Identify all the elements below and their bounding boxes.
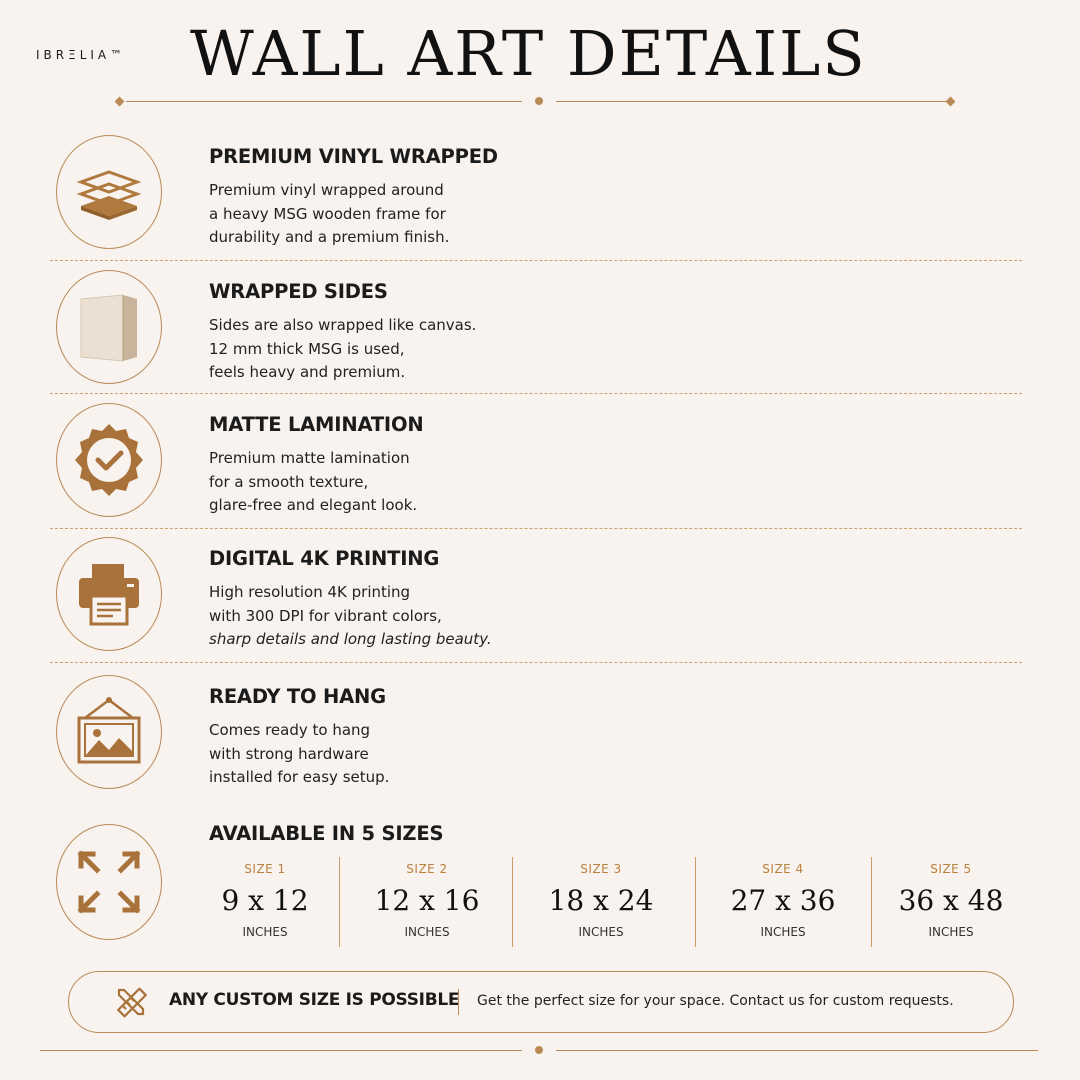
size-label: SIZE 1 (244, 862, 286, 876)
feature-description (209, 447, 417, 518)
custom-size-description: Get the perfect size for your space. Contact us for custom requests. (477, 993, 954, 1009)
size-divider (871, 857, 872, 947)
feature-description (209, 179, 449, 250)
feature-line: Premium vinyl wrapped around (209, 181, 444, 199)
ornament-rule (126, 101, 522, 102)
feature-line: installed for easy setup. (209, 768, 390, 786)
feature-title: MATTE LAMINATION (209, 413, 424, 436)
feature-line: 12 mm thick MSG is used, (209, 339, 405, 358)
banner-divider (458, 989, 459, 1015)
section-divider (50, 528, 1022, 529)
size-option (716, 862, 850, 939)
section-divider (50, 662, 1022, 663)
feature-4k-printing (0, 537, 1080, 671)
size-option (361, 862, 493, 939)
size-label: SIZE 4 (762, 862, 804, 876)
feature-ready-to-hang (0, 675, 1080, 809)
badge-check-icon (56, 403, 162, 517)
feature-line: High resolution 4K printing (209, 583, 411, 601)
custom-size-banner (68, 971, 1014, 1033)
feature-description (209, 719, 389, 790)
feature-line: with 300 DPI for vibrant colors, (209, 606, 442, 625)
feature-title: WRAPPED SIDES (209, 280, 388, 303)
size-divider (695, 857, 696, 947)
ornament-rule (556, 101, 948, 102)
feature-line: Comes ready to hang (209, 721, 371, 739)
feature-line: durability and a premium finish. (209, 228, 450, 246)
feature-line: Premium matte lamination (209, 449, 410, 467)
ornament-rule (556, 1050, 1038, 1051)
size-value: 18 x 24 (548, 884, 654, 917)
ornament-diamond (946, 97, 956, 107)
feature-title: DIGITAL 4K PRINTING (209, 547, 440, 570)
feature-line: for a smooth texture, (209, 472, 369, 491)
size-unit: INCHES (404, 925, 450, 939)
size-value: 12 x 16 (374, 884, 480, 917)
feature-description (209, 314, 476, 385)
feature-line: a heavy MSG wooden frame for (209, 204, 446, 223)
size-label: SIZE 3 (580, 862, 622, 876)
section-divider (50, 260, 1022, 261)
size-unit: INCHES (760, 925, 806, 939)
feature-matte-lamination (0, 403, 1080, 537)
feature-wrapped-sides (0, 270, 1080, 404)
size-value: 36 x 48 (898, 884, 1004, 917)
hanging-picture-icon (56, 675, 162, 789)
size-option (534, 862, 668, 939)
ornament-dot (535, 97, 543, 105)
feature-title: PREMIUM VINYL WRAPPED (209, 145, 498, 168)
size-divider (512, 857, 513, 947)
feature-description (209, 581, 492, 652)
ornament-dot (535, 1046, 543, 1054)
ruler-pencil-icon (113, 984, 149, 1020)
size-divider (339, 857, 340, 947)
size-unit: INCHES (242, 925, 288, 939)
feature-line: with strong hardware (209, 744, 369, 763)
custom-size-title: ANY CUSTOM SIZE IS POSSIBLE (169, 990, 460, 1010)
canvas-frame-icon (56, 270, 162, 384)
feature-line: feels heavy and premium. (209, 363, 406, 381)
ornament-diamond (115, 97, 125, 107)
size-label: SIZE 5 (930, 862, 972, 876)
expand-arrows-icon (56, 824, 162, 940)
brand-logo: IBRΞLIA™ (36, 48, 127, 62)
sizes-title: AVAILABLE IN 5 SIZES (209, 822, 444, 845)
size-option (884, 862, 1018, 939)
feature-line: sharp details and long lasting beauty. (209, 630, 492, 648)
feature-title: READY TO HANG (209, 685, 386, 708)
feature-line: Sides are also wrapped like canvas. (209, 316, 477, 334)
size-unit: INCHES (578, 925, 624, 939)
layers-icon (56, 135, 162, 249)
page-title: WALL ART DETAILS (190, 17, 867, 90)
feature-line: glare-free and elegant look. (209, 496, 418, 514)
size-label: SIZE 2 (406, 862, 448, 876)
size-option (210, 862, 320, 939)
section-divider (50, 393, 1022, 394)
printer-icon (56, 537, 162, 651)
size-unit: INCHES (928, 925, 974, 939)
ornament-rule (40, 1050, 522, 1051)
feature-vinyl-wrapped (0, 135, 1080, 269)
size-value: 27 x 36 (730, 884, 836, 917)
size-value: 9 x 12 (221, 884, 309, 917)
